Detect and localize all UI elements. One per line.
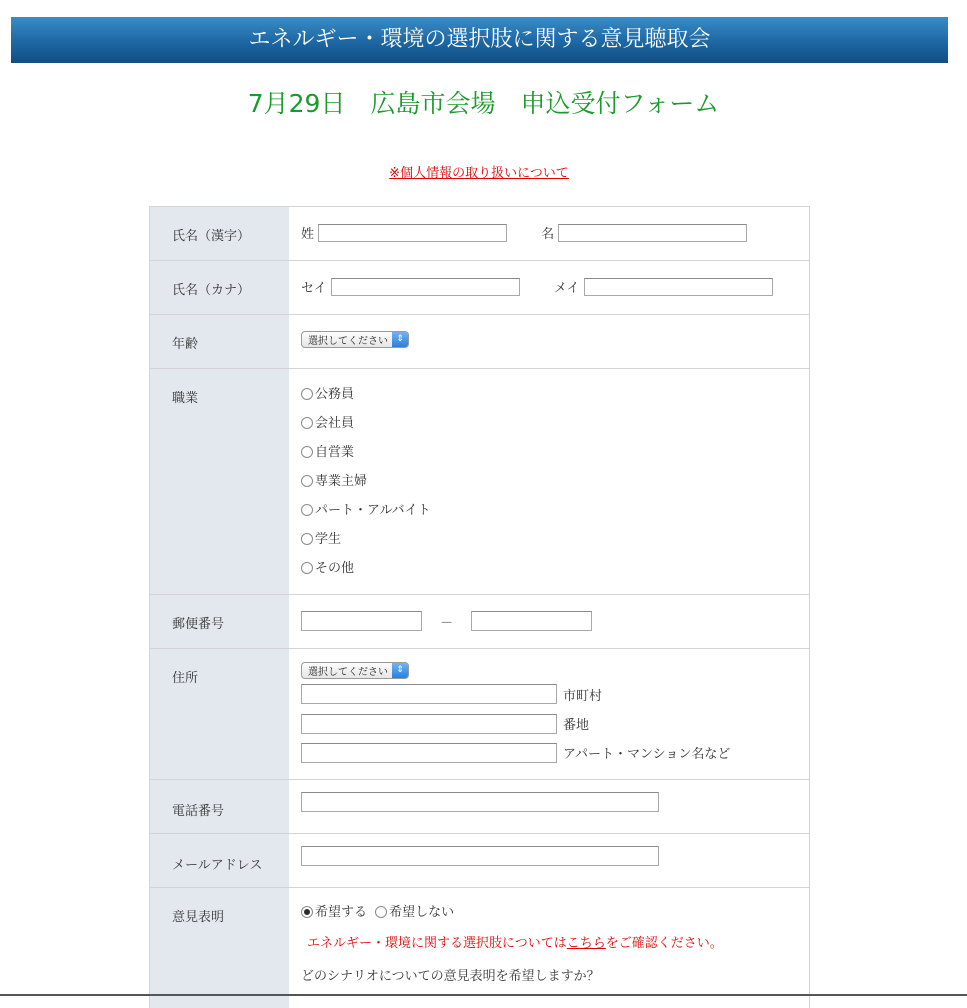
building-suffix: アパート・マンション名など (563, 747, 731, 762)
label-occupation: 職業 (150, 369, 289, 594)
first-name-kana-label: メイ (553, 281, 580, 296)
label-name-kana: 氏名（カナ） (150, 261, 289, 314)
select-arrows-icon: ⇕ (392, 663, 408, 678)
prefecture-select[interactable] (301, 662, 409, 679)
label-name-kanji: 氏名（漢字） (150, 207, 289, 260)
row-phone (150, 780, 809, 834)
radio-icon[interactable] (301, 446, 313, 458)
occupation-option[interactable]: 専業主婦 (301, 467, 809, 496)
radio-icon[interactable] (375, 906, 387, 918)
radio-icon[interactable] (301, 475, 313, 487)
occupation-option[interactable]: 会社員 (301, 409, 809, 438)
last-name-label: 姓 (301, 227, 315, 242)
street-suffix: 番地 (563, 718, 590, 733)
field-email (289, 834, 809, 887)
privacy-notice (0, 164, 958, 184)
age-select-value: 選択してください (308, 336, 388, 347)
opinion-no-option[interactable]: 希望しない (375, 905, 454, 920)
occupation-option[interactable]: 自営業 (301, 438, 809, 467)
field-address (289, 649, 809, 779)
occupation-option[interactable]: その他 (301, 554, 809, 583)
scenario-note: エネルギー・環境に関する選択肢についてはこちらをご確認ください。 (307, 936, 723, 951)
row-age (150, 315, 809, 369)
label-opinion: 意見表明 (150, 888, 289, 1008)
prefecture-select-value: 選択してください (308, 667, 388, 678)
field-postal (289, 595, 809, 648)
row-name-kanji (150, 207, 809, 261)
radio-icon[interactable] (301, 388, 313, 400)
row-name-kana (150, 261, 809, 315)
email-input[interactable] (301, 846, 659, 866)
label-postal: 郵便番号 (150, 595, 289, 648)
form-subtitle: 7月29日 広島市会場 申込受付フォーム (247, 89, 720, 118)
label-phone: 電話番号 (150, 780, 289, 833)
street-input[interactable] (301, 714, 557, 734)
phone-input[interactable] (301, 792, 659, 812)
last-name-kana-input[interactable] (331, 278, 520, 296)
label-age: 年齢 (150, 315, 289, 368)
field-occupation (289, 369, 809, 594)
row-address (150, 649, 809, 780)
radio-checked-icon[interactable] (301, 906, 313, 918)
select-arrows-icon: ⇕ (392, 332, 408, 347)
first-name-label: 名 (541, 227, 555, 242)
field-phone (289, 780, 809, 833)
scenario-info-link[interactable]: こちら (566, 936, 606, 951)
building-line (301, 738, 809, 767)
row-postal (150, 595, 809, 649)
page-title: エネルギー・環境の選択肢に関する意見聴取会 (248, 27, 711, 52)
row-opinion (150, 888, 809, 1008)
opinion-yes-option[interactable]: 希望する (301, 905, 367, 920)
radio-icon[interactable] (301, 533, 313, 545)
occupation-option[interactable]: 学生 (301, 525, 809, 554)
building-input[interactable] (301, 743, 557, 763)
radio-icon[interactable] (301, 417, 313, 429)
first-name-input[interactable] (558, 224, 747, 242)
scenario-question: どのシナリオについての意見表明を希望しますか？ (301, 969, 600, 984)
age-select[interactable] (301, 331, 409, 348)
application-form (149, 206, 810, 1008)
radio-icon[interactable] (301, 562, 313, 574)
radio-icon[interactable] (301, 504, 313, 516)
field-opinion (289, 888, 809, 1008)
postal-separator: － (440, 615, 454, 631)
page-banner (11, 17, 948, 63)
city-suffix: 市町村 (563, 688, 603, 704)
opinion-options (301, 903, 809, 923)
occupation-option[interactable]: パート・アルバイト (301, 496, 809, 525)
row-occupation (150, 369, 809, 595)
occupation-option[interactable]: 公務員 (301, 380, 809, 409)
field-name-kanji (289, 207, 809, 260)
first-name-kana-input[interactable] (584, 278, 773, 296)
last-name-input[interactable] (318, 224, 507, 242)
field-age (289, 315, 809, 368)
row-email (150, 834, 809, 888)
label-address: 住所 (150, 649, 289, 779)
street-line (301, 709, 809, 738)
postal-code-part2-input[interactable] (471, 611, 592, 631)
field-name-kana (289, 261, 809, 314)
city-line (301, 679, 809, 709)
privacy-link[interactable]: ※個人情報の取り扱いについて (389, 166, 569, 181)
label-email: メールアドレス (150, 834, 289, 887)
last-name-kana-label: セイ (301, 281, 327, 296)
postal-code-part1-input[interactable] (301, 611, 422, 631)
city-input[interactable] (301, 684, 557, 704)
